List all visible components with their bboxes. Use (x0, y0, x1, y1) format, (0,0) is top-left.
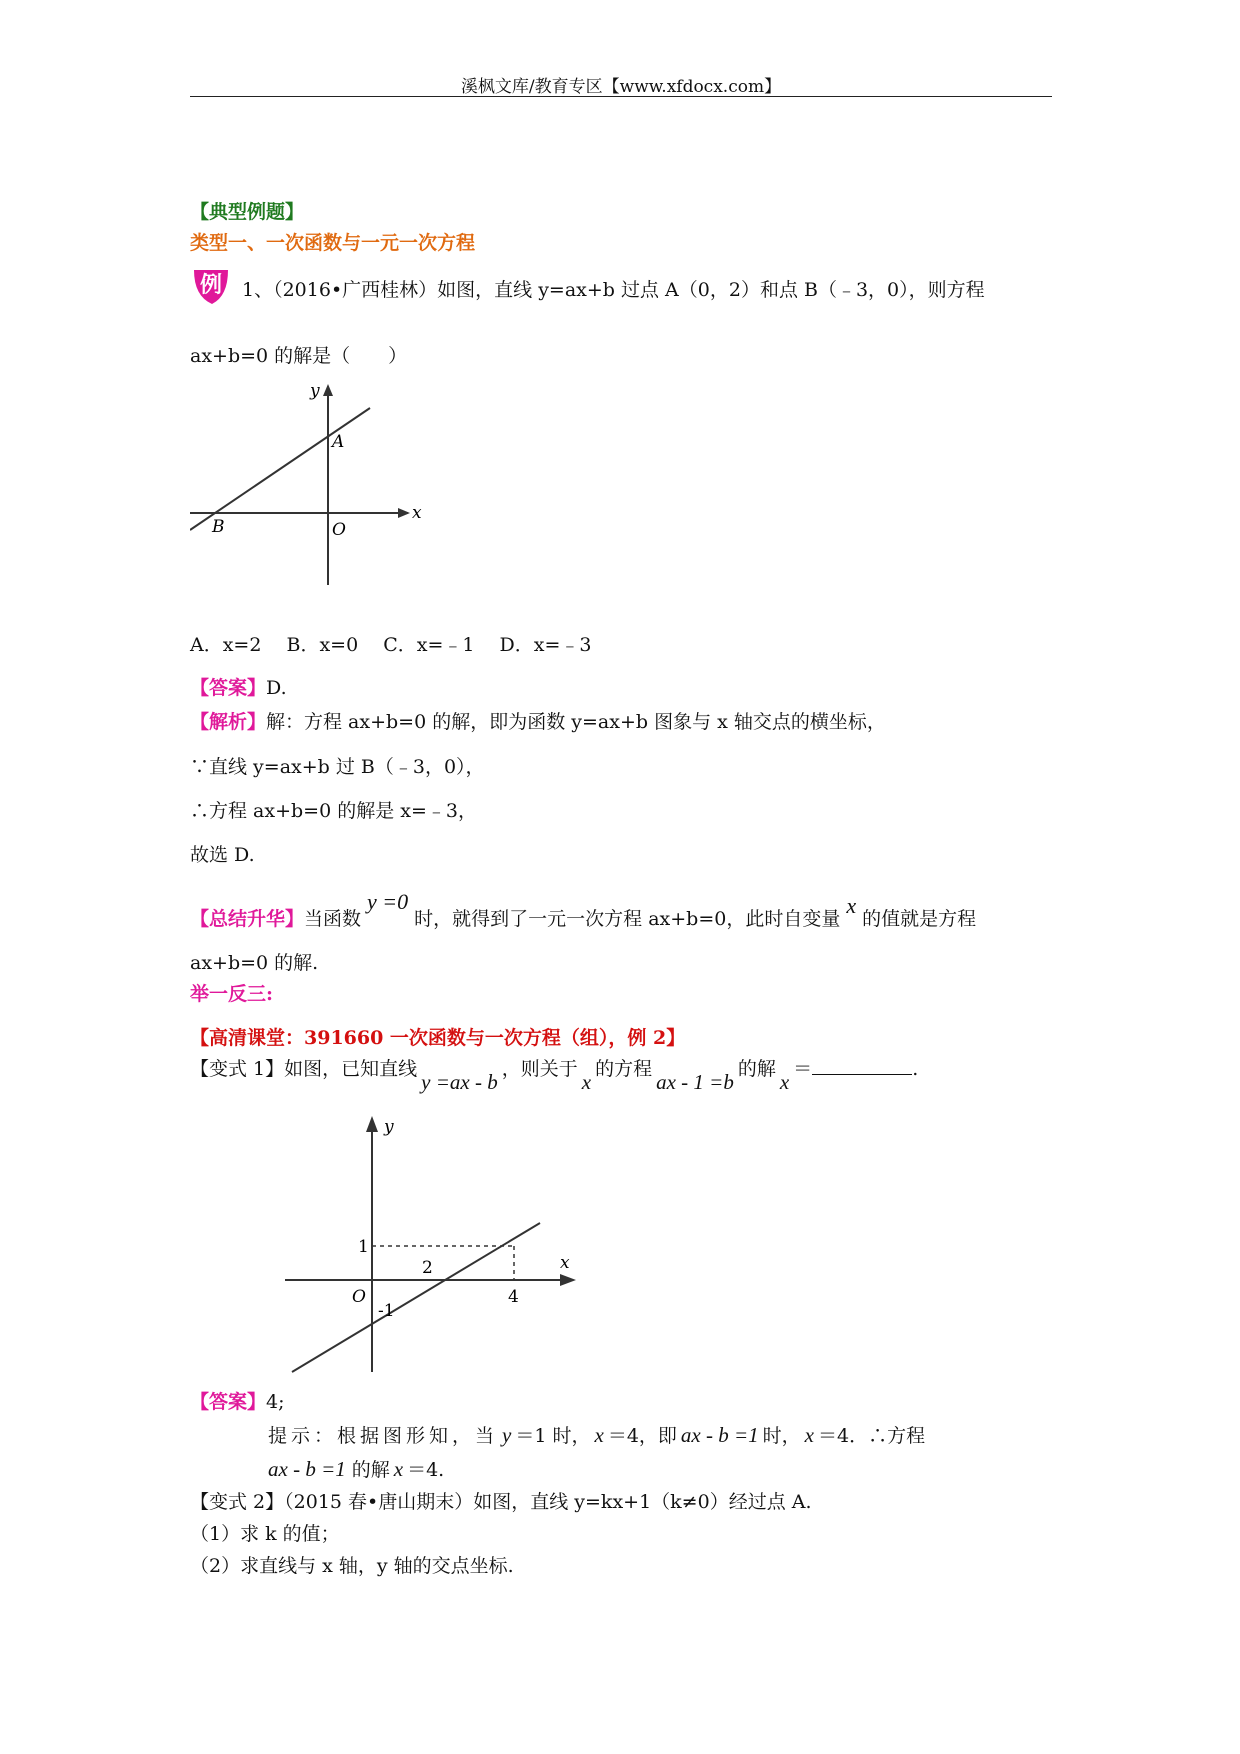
hint-text-i: ＝4．∴方程 (818, 1425, 926, 1447)
hint-text-g: 时， (762, 1425, 801, 1447)
example1-answer-line (190, 676, 287, 700)
x-tick-2: 2 (422, 1258, 433, 1278)
point-b-label: B (212, 517, 225, 537)
y-tick-1: 1 (358, 1237, 369, 1257)
hint-text-2b: 的解 (351, 1459, 390, 1481)
origin-label: O (332, 520, 346, 540)
hint-var-y: y (502, 1423, 512, 1447)
example-badge-icon (190, 266, 232, 306)
variant1-equation: ax - 1 =b (656, 1070, 734, 1094)
summary-line-2: ax+b=0 的解. (190, 952, 319, 974)
page-header: 溪枫文库/教育专区【www.xfdocx.com】 (460, 77, 782, 97)
variant1-var-2: x (779, 1070, 790, 1094)
summary-equation: y =0 (367, 889, 409, 914)
hint-text-c: ＝1 时， (515, 1425, 591, 1447)
hint-var-x-3: x (393, 1457, 404, 1481)
class-reference: 【高清课堂：391660 一次函数与一次方程（组），例 2】 (190, 1027, 686, 1049)
answer-tag: 【答案】 (190, 1391, 267, 1413)
example1-graph (190, 380, 430, 590)
practice-title: 举一反三: (190, 983, 274, 1005)
variant1-text-4: 的解 (737, 1058, 776, 1080)
variant2-question (190, 1490, 812, 1514)
y-axis-arrow (323, 384, 333, 396)
badge-label: 例 (199, 273, 223, 298)
variant1-answer-line (190, 1390, 285, 1414)
analysis-step-2: ∵直线 y=ax+b 过 B（﹣3，0）， (190, 756, 485, 778)
analysis-step-3: ∴方程 ax+b=0 的解是 x=﹣3， (190, 800, 477, 822)
answer-value: D. (266, 677, 287, 699)
variant1-text-3: 的方程 (595, 1058, 653, 1080)
analysis-text: 解：方程 ax+b=0 的解，即为函数 y=ax+b 图象与 x 轴交点的横坐标， (266, 711, 886, 733)
summary-tag: 【总结升华】 (190, 908, 305, 930)
variant2-tag: 【变式 2】 (190, 1491, 285, 1513)
variant2-question-1: （1）求 k 的值； (190, 1523, 340, 1545)
summary-text-b: 时，就得到了一元一次方程 ax+b=0，此时自变量 (414, 908, 841, 930)
hint-text-a: 提示：根据图形知，当 (268, 1425, 499, 1447)
variant2-text: （2015 春•唐山期末）如图，直线 y=kx+1（k≠0）经过点 A. (284, 1491, 812, 1513)
summary-line (190, 889, 977, 931)
example1-question-cont: ax+b=0 的解是（ ） (190, 345, 408, 367)
type-heading: 类型一、一次函数与一元一次方程 (190, 232, 476, 254)
variant1-graph (280, 1110, 590, 1380)
y-tick-minus-1: -1 (378, 1301, 395, 1321)
answer-tag: 【答案】 (190, 677, 267, 699)
hint-text-e: ＝4，即 (607, 1425, 677, 1447)
x-tick-4: 4 (508, 1287, 519, 1307)
x-axis-arrow (560, 1274, 576, 1286)
variant1-hint-line-1 (268, 1423, 1052, 1448)
origin-label: O (352, 1287, 366, 1307)
section-title: 【典型例题】 (190, 201, 305, 223)
x-axis-label: x (560, 1253, 570, 1273)
x-axis-label: x (412, 503, 422, 523)
summary-text-a: 当函数 (304, 908, 362, 930)
variant1-hint-line-2 (268, 1457, 444, 1482)
answer-blank (812, 1056, 912, 1075)
hint-equation-2: ax - b =1 (268, 1457, 346, 1481)
example1-analysis-line (190, 710, 886, 734)
y-axis-arrow (366, 1116, 378, 1132)
y-axis-label: y (310, 381, 320, 401)
hint-text-2d: ＝4. (407, 1459, 445, 1481)
variant1-question (190, 1056, 919, 1094)
variant1-text-2: ，则关于 (501, 1058, 578, 1080)
example1-options: A．x=2 B．x=0 C．x=﹣1 D．x=﹣3 (190, 634, 592, 656)
analysis-tag: 【解析】 (190, 711, 267, 733)
variant1-line-eq: y =ax - b (421, 1070, 498, 1094)
variant2-question-2: （2）求直线与 x 轴，y 轴的交点坐标. (190, 1555, 514, 1577)
variant1-tag: 【变式 1】 (190, 1058, 285, 1080)
header-rule (190, 96, 1052, 97)
hint-equation: ax - b =1 (680, 1423, 759, 1447)
variant1-text-1: 如图，已知直线 (284, 1058, 418, 1080)
y-axis-label: y (384, 1117, 394, 1137)
variant1-equals: ＝ (793, 1058, 813, 1080)
point-a-label: A (332, 432, 345, 452)
variant1-var: x (581, 1070, 592, 1094)
summary-variable: x (846, 893, 857, 918)
line-ax-plus-b (190, 408, 370, 530)
hint-var-x-2: x (804, 1423, 814, 1447)
answer-value: 4; (266, 1391, 285, 1413)
example1-question: 1、（2016•广西桂林）如图，直线 y=ax+b 过点 A（0，2）和点 B（﹣3，0），则方程 (242, 279, 985, 301)
analysis-step-4: 故选 D. (190, 844, 255, 866)
x-axis-arrow (398, 508, 410, 518)
variant1-period: . (912, 1058, 919, 1080)
summary-text-c: 的值就是方程 (862, 908, 977, 930)
hint-var-x: x (594, 1423, 604, 1447)
